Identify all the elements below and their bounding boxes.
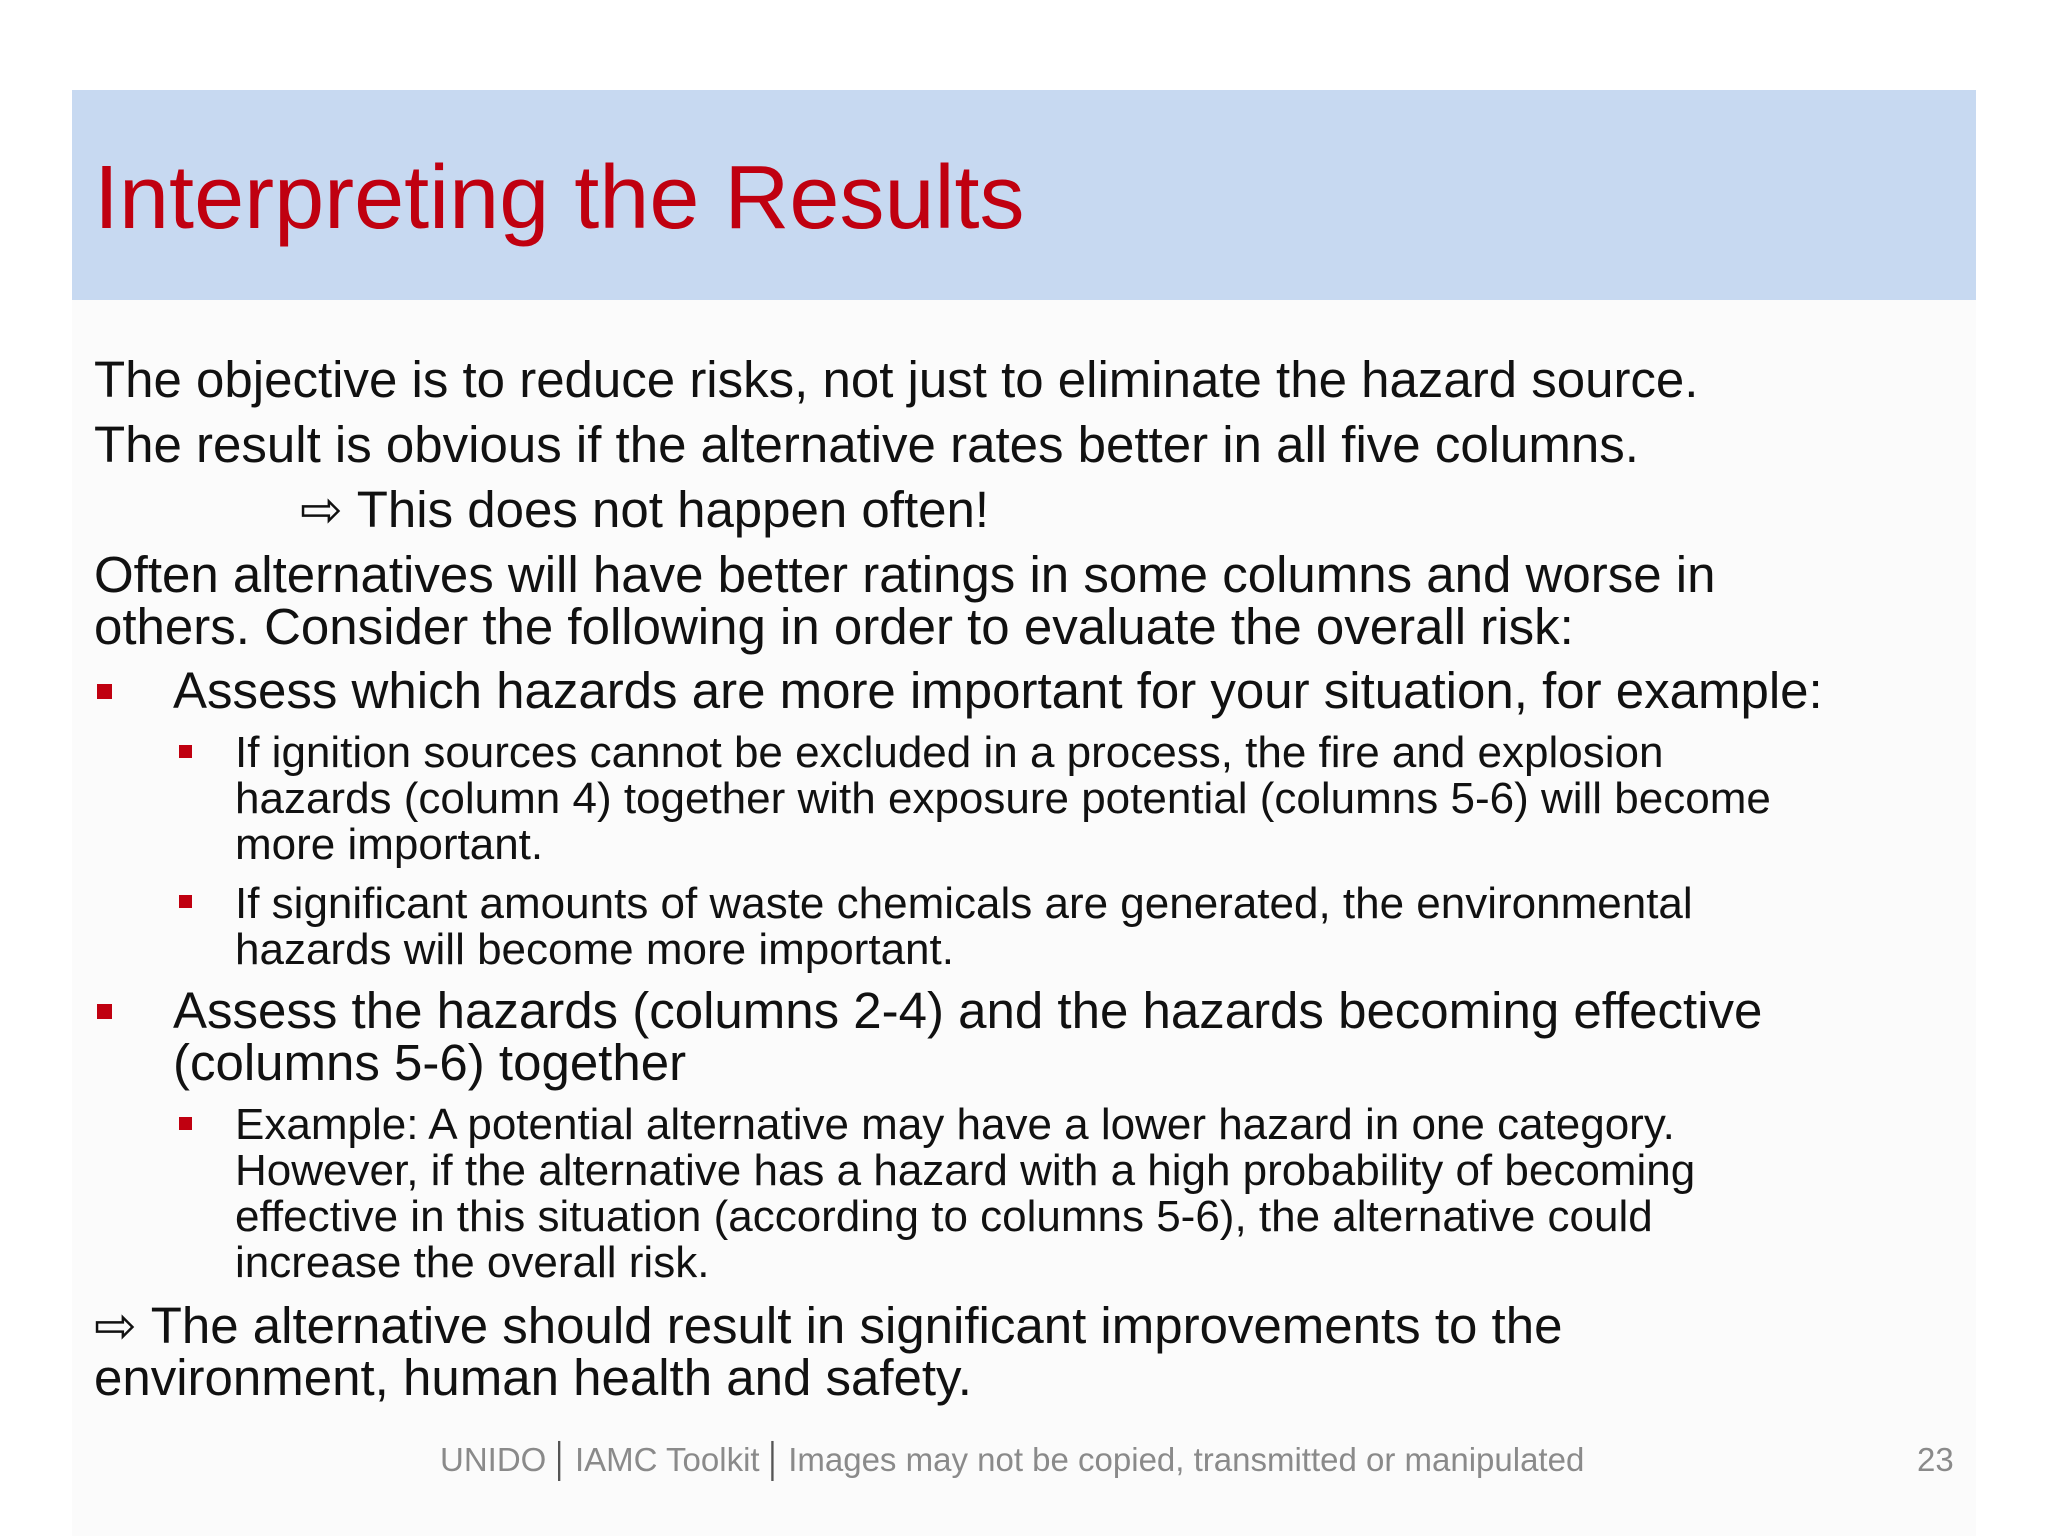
- bullet-1-sub-1-line2: hazards (column 4) together with exposure potential (columns 5-6) will become: [235, 774, 1771, 823]
- page-number: 23: [1917, 1441, 1954, 1478]
- paragraph-often-line2: others. Consider the following in order to evaluate the overall risk:: [94, 598, 1574, 655]
- arrow-right-icon: ⇨: [300, 481, 343, 538]
- bullet-marker: [97, 684, 112, 699]
- bullet-1-sub-1-line3: more important.: [235, 820, 544, 869]
- footer-org: UNIDO: [440, 1441, 547, 1478]
- footer-notice: [440, 1441, 1584, 1479]
- bullet-2-sub-1-line3: effective in this situation (according to columns 5-6), the alternative could: [235, 1192, 1653, 1241]
- bullet-2-sub-1-line1: Example: A potential alternative may have a lower hazard in one category.: [235, 1100, 1675, 1149]
- sub-bullet-marker: [179, 1117, 192, 1130]
- bullet-1-sub-1-line1: If ignition sources cannot be excluded in a process, the fire and explosion: [235, 728, 1664, 777]
- bullet-2-sub-1-line2: However, if the alternative has a hazard with a high probability of becoming: [235, 1146, 1696, 1195]
- arrow-right-icon: ⇨: [94, 1297, 137, 1354]
- bullet-2-line1: Assess the hazards (columns 2-4) and the hazards becoming effective: [173, 982, 1763, 1039]
- sub-bullet-marker: [179, 745, 192, 758]
- footer-separator: │: [550, 1441, 571, 1478]
- bullet-1-sub-2-line1: If significant amounts of waste chemicals are generated, the environmental: [235, 879, 1693, 928]
- paragraph-not-often: [300, 481, 990, 538]
- bullet-marker: [97, 1004, 112, 1019]
- conclusion-line1: [94, 1297, 1563, 1354]
- footer-copyright: Images may not be copied, transmitted or manipulated: [788, 1441, 1585, 1478]
- footer-toolkit: IAMC Toolkit: [574, 1441, 760, 1478]
- bullet-2-line2: (columns 5-6) together: [173, 1034, 687, 1091]
- bullet-2-sub-1-line4: increase the overall risk.: [235, 1238, 710, 1287]
- slide-title: Interpreting the Results: [94, 148, 1025, 248]
- footer-separator: │: [763, 1441, 785, 1478]
- paragraph-result: The result is obvious if the alternative rates better in all five columns.: [94, 416, 1639, 473]
- conclusion-text: The alternative should result in significant improvements to the: [150, 1297, 1563, 1354]
- paragraph-often-line1: Often alternatives will have better ratings in some columns and worse in: [94, 546, 1716, 603]
- sub-bullet-marker: [179, 895, 192, 908]
- not-often-text: This does not happen often!: [356, 481, 990, 538]
- paragraph-objective: The objective is to reduce risks, not just to eliminate the hazard source.: [94, 351, 1699, 408]
- bullet-1-sub-2-line2: hazards will become more important.: [235, 925, 954, 974]
- conclusion-line2: environment, human health and safety.: [94, 1349, 972, 1406]
- bullet-1-text: Assess which hazards are more important for your situation, for example:: [173, 662, 1823, 719]
